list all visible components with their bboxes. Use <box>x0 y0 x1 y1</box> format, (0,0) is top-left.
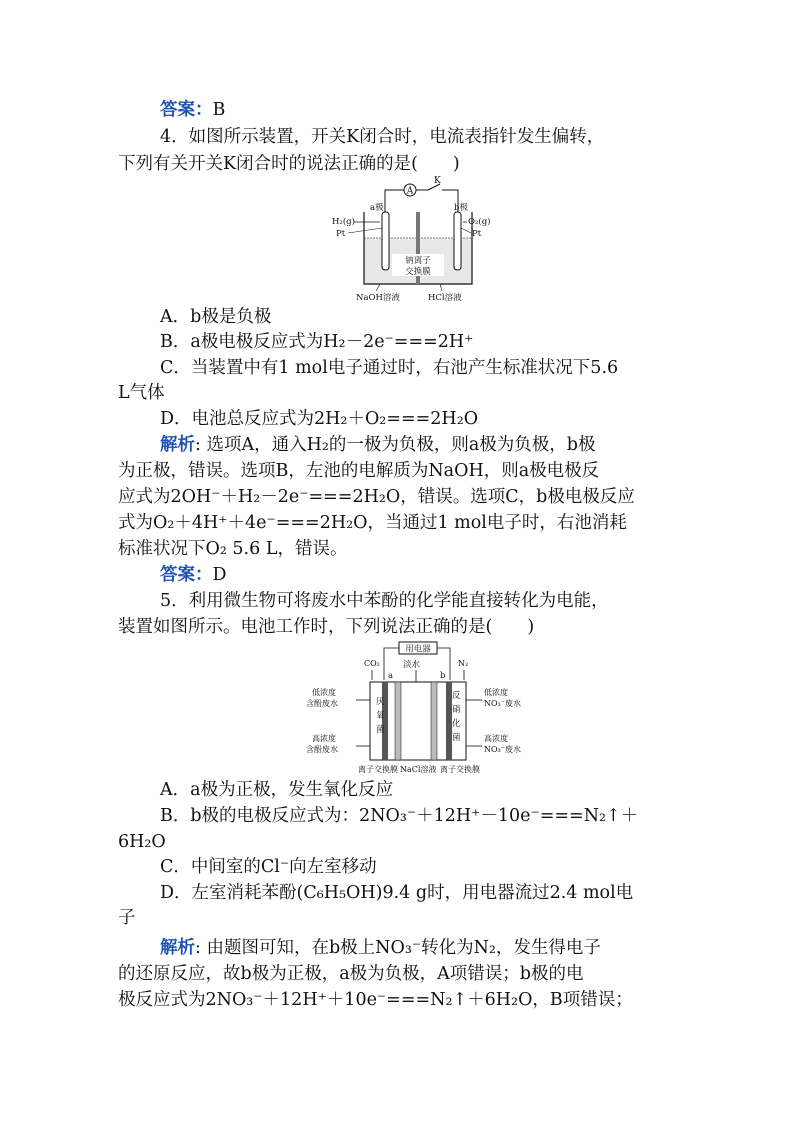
membrane-left <box>395 682 401 760</box>
q4-analysis-line-4: 式为O₂＋4H⁺＋4e⁻===2H₂O，当通过1 mol电子时，右池消耗 <box>118 513 627 533</box>
right-solution-label: HCl溶液 <box>428 293 462 303</box>
q4-option-c-line-2: L气体 <box>118 383 165 403</box>
membrane-right-label: 离子交换膜 <box>440 765 480 774</box>
answer-value: D <box>212 565 227 585</box>
denitrify-label-3: 化 <box>452 719 461 729</box>
q5-option-d-line-2: 子 <box>118 908 136 928</box>
q5-analysis-line-3: 极反应式为2NO₃⁻＋12H⁺＋10e⁻===N₂↑＋6H₂O，B项错误； <box>118 990 633 1010</box>
q5-analysis-line-2: 的还原反应，故b极为正极，a极为负极，A项错误；b极的电 <box>118 964 584 984</box>
high-phenol-label-1: 高浓度 <box>312 734 336 743</box>
co2-label: CO₂ <box>364 659 380 668</box>
answer-line <box>160 98 225 122</box>
o2-label: O₂(g) <box>468 217 490 227</box>
low-no3-label-2: NO₃⁻废水 <box>484 699 521 708</box>
q5-option-c: C．中间室的Cl⁻向左室移动 <box>160 857 377 877</box>
electrode-a-label: a <box>388 671 394 681</box>
fresh-water-label: 淡水 <box>403 660 421 670</box>
anaerobe-label-2: 氧 <box>376 711 385 721</box>
q4-analysis-line-2: 为正极，错误。选项B，左池的电解质为NaOH，则a极电极反 <box>118 461 600 481</box>
n2-label: N₂ <box>458 659 469 668</box>
q4-option-b: B．a极电极反应式为H₂－2e⁻===2H⁺ <box>160 332 474 352</box>
q4-option-c-line-1: C．当装置中有1 mol电子通过时，右池产生标准状况下5.6 <box>160 358 619 378</box>
analysis-label: 解析 <box>160 938 195 958</box>
electrode-a <box>382 682 388 760</box>
switch-label: K <box>434 176 441 186</box>
q5-option-b-line-2: 6H₂O <box>118 832 166 852</box>
pt-right-label: Pt <box>472 229 482 239</box>
high-phenol-label-2: 含酚废水 <box>306 745 338 754</box>
q4-analysis-line-3: 应式为2OH⁻＋H₂－2e⁻===2H₂O，错误。选项C，b极电极反应 <box>118 487 635 507</box>
anaerobe-label-1: 厌 <box>376 697 385 707</box>
q5-option-a: A．a极为正极，发生氧化反应 <box>160 780 394 800</box>
device-label: 用电器 <box>405 644 431 655</box>
anaerobe-label-3: 菌 <box>376 725 385 735</box>
q5-stem-line-1: 5．利用微生物可将废水中苯酚的化学能直接转化为电能， <box>160 591 609 611</box>
membrane-left-label: 离子交换膜 <box>358 765 398 774</box>
q4-electrochemical-cell-figure <box>330 174 490 304</box>
electrode-b-label: b <box>440 671 446 681</box>
h2-label: H₂(g) <box>332 217 355 227</box>
answer-value: B <box>212 100 226 120</box>
high-no3-label-1: 高浓度 <box>484 734 508 743</box>
low-phenol-label-1: 低浓度 <box>312 688 336 697</box>
electrode-b-label: b极 <box>454 203 468 213</box>
q5-analysis-line-1 <box>160 936 601 960</box>
analysis-label: 解析 <box>160 435 195 455</box>
q5-option-d-line-1: D．左室消耗苯酚(C₆H₅OH)9.4 g时，用电器流过2.4 mol电 <box>160 883 634 903</box>
denitrify-label-1: 反 <box>452 691 461 701</box>
high-no3-label-2: NO₃⁻废水 <box>484 745 521 754</box>
q4-stem-line-2: 下列有关开关K闭合时的说法正确的是( ) <box>118 154 460 174</box>
q4-option-a: A．b极是负极 <box>160 307 272 327</box>
pt-left-label: Pt <box>336 229 346 239</box>
denitrify-label-2: 硝 <box>452 705 461 715</box>
q4-analysis-line-1 <box>160 433 596 457</box>
analysis-text: : 由题图可知，在b极上NO₃⁻转化为N₂，发生得电子 <box>195 938 601 958</box>
electrode-b <box>454 212 461 270</box>
nacl-label: NaCl溶液 <box>400 765 437 774</box>
electrode-a <box>382 212 389 270</box>
membrane-label-1: 钠离子 <box>405 256 431 266</box>
q4-analysis-line-5: 标准状况下O₂ 5.6 L，错误。 <box>118 539 348 559</box>
analysis-text: : 选项A，通入H₂的一极为负极，则a极为负极，b极 <box>195 435 596 455</box>
membrane-right <box>431 682 437 760</box>
q4-answer-line <box>160 563 227 587</box>
ammeter-label: A <box>406 186 414 197</box>
q5-stem-line-2: 装置如图所示。电池工作时，下列说法正确的是( ) <box>118 617 535 637</box>
q4-stem-line-1: 4．如图所示装置，开关K闭合时，电流表指针发生偏转， <box>160 127 605 147</box>
electrode-a-label: a极 <box>370 203 384 213</box>
answer-label: 答案： <box>160 100 213 120</box>
q4-option-d: D．电池总反应式为2H₂＋O₂===2H₂O <box>160 409 479 429</box>
membrane-label-2: 交换膜 <box>405 267 431 277</box>
q5-option-b-line-1: B．b极的电极反应式为：2NO₃⁻＋12H⁺－10e⁻===N₂↑＋ <box>160 806 639 826</box>
q5-microbial-cell-figure <box>300 640 532 778</box>
denitrify-label-4: 菌 <box>452 733 461 743</box>
low-phenol-label-2: 含酚废水 <box>306 699 338 708</box>
answer-label: 答案： <box>160 565 213 585</box>
left-solution-label: NaOH溶液 <box>356 293 400 303</box>
switch-icon <box>416 184 458 214</box>
low-no3-label-1: 低浓度 <box>484 688 508 697</box>
